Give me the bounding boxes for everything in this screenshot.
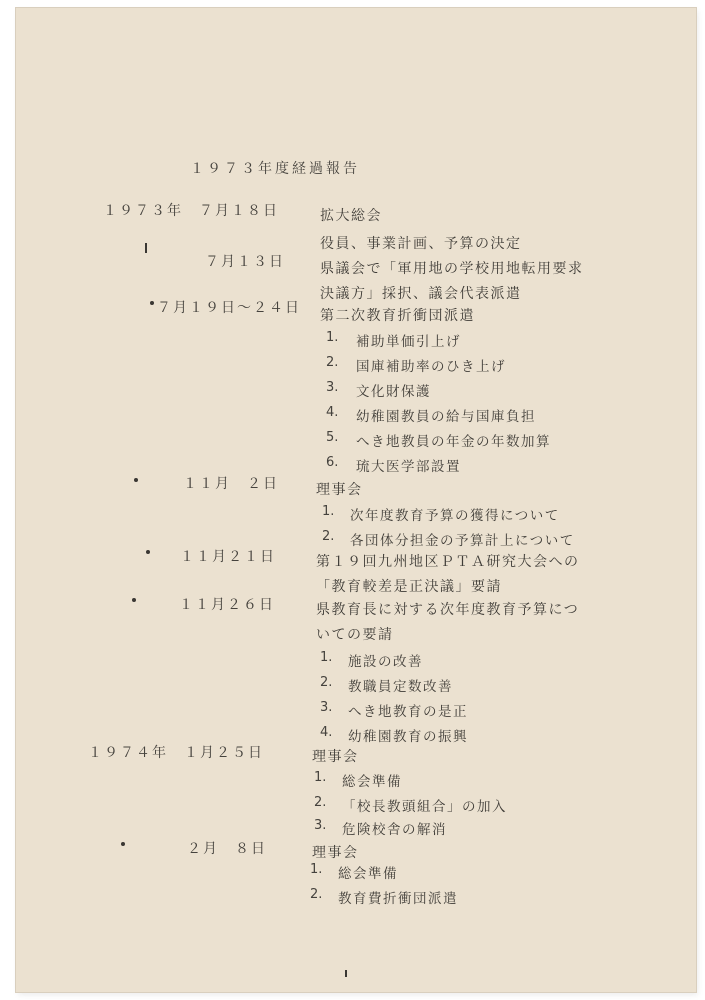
- item-number: 4.: [326, 405, 339, 420]
- margin-mark: [121, 842, 125, 846]
- document-title: １９７３年度経過報告: [190, 161, 360, 177]
- item-number: 1.: [314, 770, 327, 785]
- entry-date: １１月２１日: [180, 549, 276, 565]
- item-number: 2.: [314, 795, 327, 810]
- item-text: 総会準備: [338, 866, 398, 882]
- entry-line: 理事会: [316, 482, 363, 498]
- margin-mark: [132, 598, 136, 602]
- item-number: 2.: [326, 355, 339, 370]
- item-number: 3.: [314, 818, 327, 833]
- item-text: 補助単価引上げ: [356, 334, 461, 350]
- item-text: 次年度教育予算の獲得について: [350, 508, 560, 524]
- item-number: 2.: [320, 675, 333, 690]
- entry-line: 県議会で「軍用地の学校用地転用要求: [320, 261, 584, 277]
- entry-line: 理事会: [312, 845, 359, 861]
- item-text: 施設の改善: [348, 654, 423, 670]
- item-number: 3.: [320, 700, 333, 715]
- item-text: 教職員定数改善: [348, 679, 453, 695]
- entry-date: １９７３年 ７月１８日: [103, 203, 279, 219]
- item-text: 各団体分担金の予算計上について: [350, 533, 575, 549]
- entry-date: ７月１３日: [205, 254, 285, 270]
- entry-date: １９７４年 １月２５日: [88, 745, 264, 761]
- entry-line: 第１９回九州地区ＰＴＡ研究大会への: [316, 554, 580, 570]
- page-mark: [345, 970, 347, 977]
- entry-line: いての要請: [316, 627, 394, 643]
- item-number: 1.: [310, 862, 323, 877]
- margin-mark: [146, 550, 150, 554]
- entry-line: 役員、事業計画、予算の決定: [320, 236, 522, 252]
- entry-line: 第二次教育折衝団派遣: [320, 308, 475, 324]
- item-text: 総会準備: [342, 774, 402, 790]
- item-number: 2.: [322, 529, 335, 544]
- item-text: 幼稚園教員の給与国庫負担: [356, 409, 536, 425]
- margin-mark: [150, 301, 154, 305]
- entry-line: 県教育長に対する次年度教育予算につ: [316, 602, 580, 618]
- entry-line: 「教育較差是正決議」要請: [316, 579, 502, 595]
- margin-mark: [145, 243, 147, 253]
- item-number: 1.: [320, 650, 333, 665]
- entry-date: ２月 ８日: [187, 841, 267, 857]
- item-text: へき地教育の是正: [348, 704, 468, 720]
- margin-mark: [134, 478, 138, 482]
- item-number: 1.: [326, 330, 339, 345]
- item-number: 5.: [326, 430, 339, 445]
- entry-date: １１月２６日: [179, 597, 275, 613]
- item-number: 2.: [310, 887, 323, 902]
- item-text: 教育費折衝団派遣: [338, 891, 458, 907]
- item-text: へき地教員の年金の年数加算: [356, 434, 551, 450]
- item-text: 幼稚園教育の振興: [348, 729, 468, 745]
- item-text: 国庫補助率のひき上げ: [356, 359, 506, 375]
- item-text: 「校長教頭組合」の加入: [342, 799, 507, 815]
- item-number: 3.: [326, 380, 339, 395]
- entry-line: 決議方」採択、議会代表派遣: [320, 286, 522, 302]
- entry-date: ７月１９日～２４日: [157, 300, 301, 316]
- entry-line: 理事会: [312, 749, 359, 765]
- item-number: 6.: [326, 455, 339, 470]
- item-text: 文化財保護: [356, 384, 431, 400]
- entry-line: 拡大総会: [320, 208, 382, 224]
- item-number: 4.: [320, 725, 333, 740]
- item-text: 危険校舎の解消: [342, 822, 447, 838]
- entry-date: １１月 ２日: [183, 476, 279, 492]
- item-number: 1.: [322, 504, 335, 519]
- item-text: 琉大医学部設置: [356, 459, 461, 475]
